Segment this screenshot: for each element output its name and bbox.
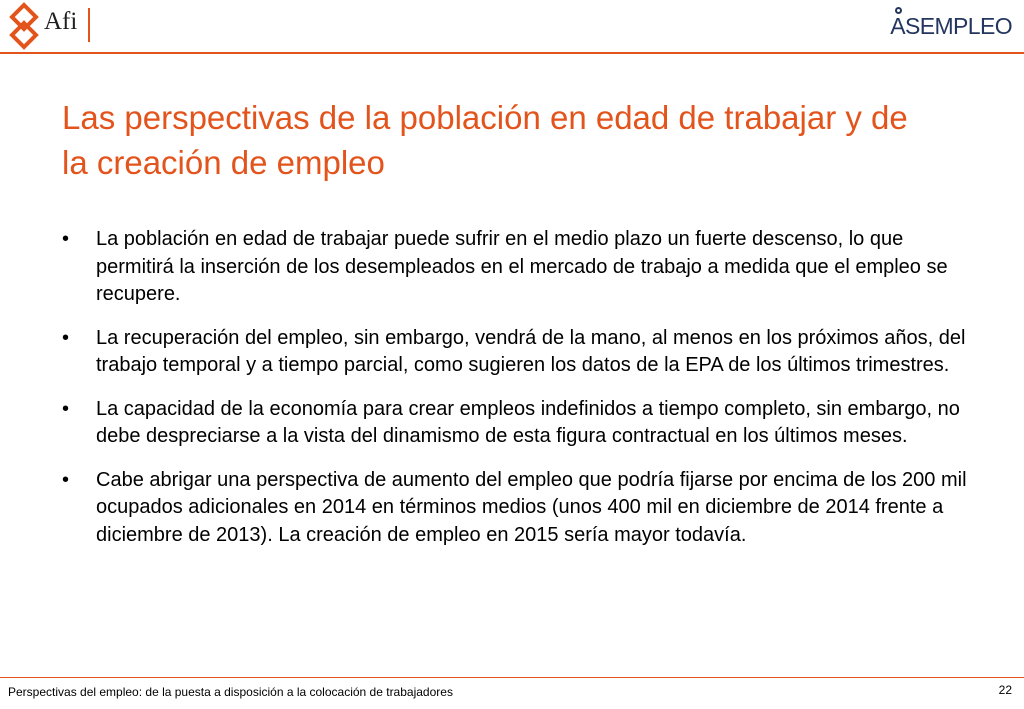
asempleo-logo xyxy=(890,13,1012,40)
slide-header xyxy=(0,0,1024,52)
bullet-marker: • xyxy=(62,468,70,491)
bullet-text: La capacidad de la economía para crear empleos indefinidos a tiempo completo, sin embargo, no debe despreciarse a la vista del dinamismo de esta figura contractual en los últimos meses. xyxy=(96,397,960,447)
bullet-item xyxy=(62,396,972,451)
bullet-text: La recuperación del empleo, sin embargo, vendrá de la mano, al menos en los próximos años, del trabajo temporal y a tiempo parcial, como sugieren los datos de la EPA de los últimos trimestres. xyxy=(96,326,966,376)
afi-logo-divider xyxy=(88,8,90,42)
afi-logo-text: Afi xyxy=(44,8,78,35)
bullet-list xyxy=(62,226,972,565)
bullet-item xyxy=(62,226,972,309)
bullet-marker: • xyxy=(62,228,70,250)
footer-text: Perspectivas del empleo: de la puesta a disposición a la colocación de trabajadores xyxy=(8,685,453,699)
footer-divider xyxy=(0,677,1024,678)
bullet-marker: • xyxy=(62,397,70,420)
page-number: 22 xyxy=(998,683,1012,697)
bullet-marker: • xyxy=(62,326,70,349)
afi-logo-icon xyxy=(6,2,42,50)
bullet-item xyxy=(62,325,972,380)
bullet-text: La población en edad de trabajar puede sufrir en el medio plazo un fuerte descenso, lo que permitirá la inserción de los desempleados en el mercado de trabajo a medida que el empleo se recupere. xyxy=(96,228,948,305)
bullet-text: Cabe abrigar una perspectiva de aumento del empleo que podría fijarse por encima de los 200 mil ocupados adicionales en 2014 en términos medios (unos 400 mil en diciembre de 2014 frente a diciembre de 2013). La creación de empleo en 2015 sería mayor todavía. xyxy=(96,468,967,546)
asempleo-logo-text: SEMPLEO xyxy=(904,13,1012,39)
asempleo-logo-initial: A xyxy=(890,13,905,39)
slide-title: Las perspectivas de la población en edad de trabajar y de la creación de empleo xyxy=(62,99,908,181)
header-divider xyxy=(0,52,1024,54)
bullet-item xyxy=(62,467,972,550)
